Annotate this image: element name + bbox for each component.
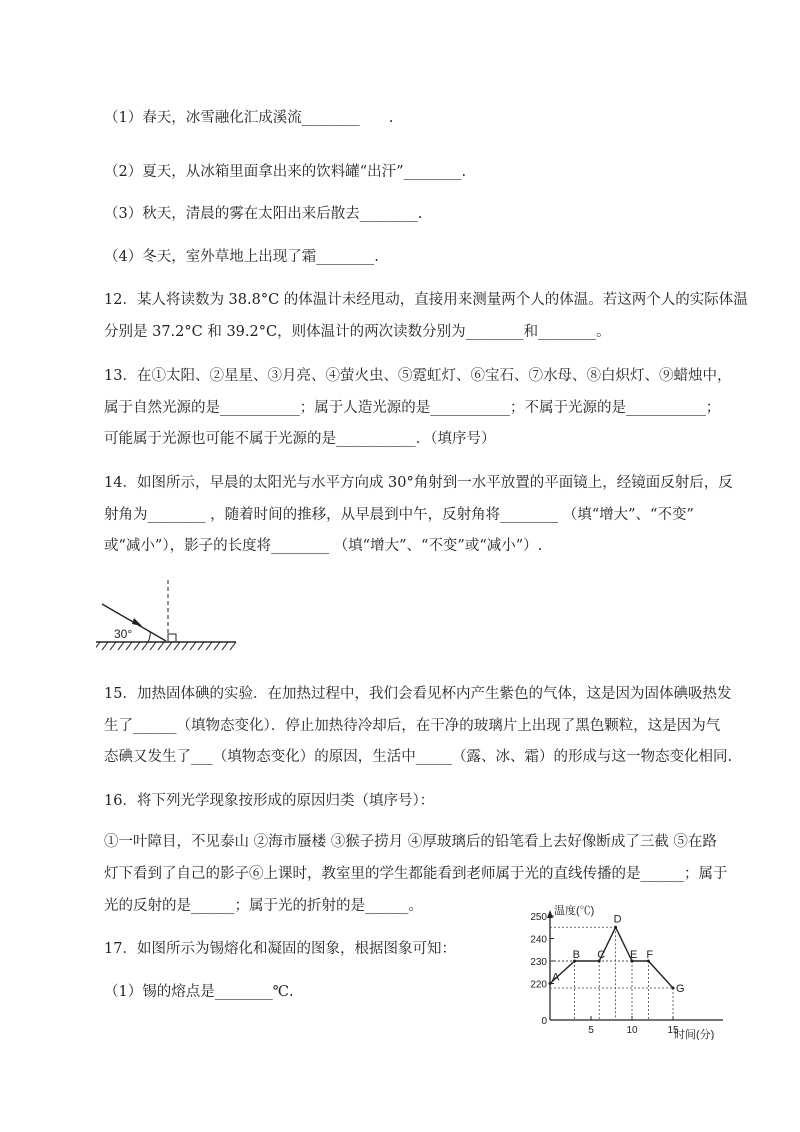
q14-line-1: 14．如图所示，早晨的太阳光与水平方向成 30°角射到一水平放置的平面镜上，经镜面反射后，反 [104,475,733,491]
chart-point-label: E [630,949,638,961]
chart-series-line [550,927,673,988]
chart-x-tick-label: 15 [667,1025,679,1036]
chart-x-tick-label: 5 [588,1025,594,1036]
q15-line-2: 生了______（填物态变化）．停止加热待冷却后，在干净的玻璃片上出现了黑色颗粒，这是因为气 [104,718,721,734]
q16-line-4: 光的反射的是______；属于光的折射的是______。 [104,898,423,914]
q14-angle-label: 30° [114,627,133,641]
q14-mirror-figure [96,580,246,660]
q17-line-1: 17．如图所示为锡熔化和凝固的图象，根据图象可知： [104,941,456,957]
chart-point-label: G [676,983,685,995]
q16-line-2: ①一叶障目，不见泰山 ②海市蜃楼 ③猴子捞月 ④厚玻璃后的铅笔看上去好像断成了三截 ⑤在路 [104,834,717,850]
q17-line-2: （1）锡的熔点是________℃. [104,984,294,1000]
chart-y-tick-label: 0 [541,1016,547,1027]
chart-y-tick-label: 250 [530,912,547,923]
q13-line-1: 13．在①太阳、②星星、③月亮、④萤火虫、⑤霓虹灯、⑥宝石、⑦水母、⑧白炽灯、⑨蜡烛中， [104,368,732,384]
chart-point-label: C [597,949,606,961]
chart-point-label: B [572,949,580,961]
chart-x-tick-label: 10 [626,1025,638,1036]
chart-ylabel: 温度(℃) [554,905,595,917]
chart-xlabel: 时间(分) [674,1029,715,1040]
chart-y-tick-label: 220 [530,979,547,991]
q12-line-1: 12．某人将读数为 38.8°C 的体温计未经甩动，直接用来测量两个人的体温。若这两个人的实际体温 [104,292,748,308]
q15-line-1: 15．加热固体碘的实验．在加热过程中，我们会看见杯内产生紫色的气体，这是因为固体碘吸热发 [104,686,732,702]
q13-line-2: 属于自然光源的是___________；属于人造光源的是___________；不属于光源的是___________； [104,400,721,416]
q11-item-4: （4）冬天，室外草地上出现了霜________. [104,249,379,265]
q16-line-1: 16．将下列光学现象按形成的原因归类（填序号）： [104,793,435,809]
q11-item-2: （2）夏天，从冰箱里面拿出来的饮料罐“出汗”________. [104,164,467,180]
chart-point [672,987,675,990]
q11-item-1: （1）春天，冰雪融化汇成溪流________ . [104,110,394,126]
chart-y-tick-label: 240 [530,934,547,946]
chart-point [614,926,617,929]
q13-line-3: 可能属于光源也可能不属于光源的是___________．（填序号） [104,431,496,447]
q11-item-3: （3）秋天，清晨的雾在太阳出来后散去________. [104,206,423,222]
tin-melting-chart [528,900,728,1040]
chart-point-label: F [646,949,654,961]
chart-y-tick-label: 230 [530,957,547,968]
chart-y-arrow [547,910,553,918]
q12-line-2: 分别是 37.2°C 和 39.2°C，则体温计的两次读数分别为________和________。 [104,324,611,340]
chart-point-label: D [613,913,622,926]
q15-line-3: 态碘又发生了___（填物态变化）的原因，生活中_____（露、冰、霜）的形成与这一物态变化相同. [104,749,733,765]
q14-line-2: 射角为________ ，随着时间的推移，从早晨到中午，反射角将________ （填“增大”、“不变” [104,507,694,523]
q14-line-3: 或“减小”），影子的长度将________ （填“增大”、“不变”或“减小”）. [104,538,543,554]
q16-line-3: 灯下看到了自己的影子⑥上课时，教室里的学生都能看到老师属于光的直线传播的是______；属于 [104,866,728,882]
chart-point-label: A [552,971,560,984]
